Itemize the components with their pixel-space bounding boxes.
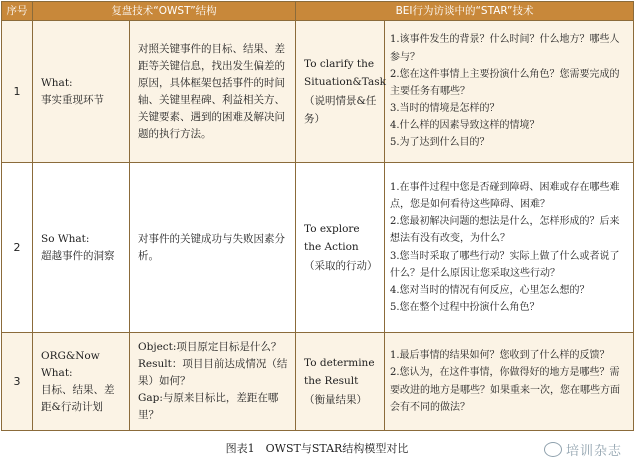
star-item: 5.为了达到什么目的？ [390, 137, 490, 149]
table-row [2, 163, 634, 333]
stage-en: So What: [41, 232, 90, 245]
figure-caption: 图表1 OWST与STAR结构模型对比 [225, 442, 409, 455]
stage-cell [33, 163, 130, 333]
star-item: 3.当时的情境是怎样的？ [390, 103, 500, 115]
row-number: 3 [2, 333, 33, 431]
row-number: 1 [2, 21, 33, 163]
star-item: 3.您当时采取了哪些行动？实际上做了什么或者说了什么？是什么原因让您采取这些行动？ [390, 250, 620, 279]
comparison-table [1, 1, 634, 431]
owst-cell: 对照关键事件的目标、结果、差距等关键信息，找出发生偏差的原因，具体框架包括事件的时间轴、关键里程碑、利益相关方、关键要素、遇到的困难及解决问题的执行方法。 [130, 21, 296, 163]
stage-cell [33, 21, 130, 163]
star-item: 4.什么样的因素导致这样的情境？ [390, 120, 540, 132]
star-cell [385, 163, 634, 333]
header-star: BEI行为访谈中的“STAR”技术 [296, 2, 634, 21]
header-num: 序号 [2, 2, 33, 21]
star-item: 1.在事件过程中您是否碰到障碍、困难或存在哪些难点，您是如何看待这些障碍、困难？ [390, 181, 620, 210]
star-item: 1.最后事情的结果如何？您收到了什么样的反馈？ [390, 350, 610, 362]
wechat-icon [544, 442, 562, 457]
star-item: 2.您在这件事情上主要扮演什么角色？您需要完成的主要任务有哪些？ [390, 68, 620, 97]
star-cell [385, 21, 634, 163]
stage-zh: 事实重现环节 [41, 93, 104, 106]
star-item: 5.您在整个过程中扮演什么角色？ [390, 302, 540, 314]
stage-en: What: [41, 76, 73, 89]
header-owst: 复盘技术“OWST”结构 [33, 2, 296, 21]
row-number: 2 [2, 163, 33, 333]
star-item: 4.您对当时的情况有何反应，心里怎么想的？ [390, 284, 590, 296]
star-cell [385, 333, 634, 431]
owst-item: Gap:与原来目标比，差距在哪里？ [138, 392, 279, 421]
watermark-text: 培训杂志 [565, 444, 622, 459]
header-row [2, 2, 634, 21]
owst-item: Result：项目目前达成情况（结果）如何？ [138, 358, 288, 387]
star-item: 2.您最初解决问题的想法是什么，怎样形成的？后来想法有没有改变，为什么？ [390, 216, 620, 245]
owst-cell: 对事件的关键成功与失败因素分析。 [130, 163, 296, 333]
goal-cell: To clarify the Situation&Task（说明情景&任务） [296, 21, 385, 163]
stage-zh: 目标、结果、差距&行动计划 [41, 383, 115, 413]
table-row [2, 333, 634, 431]
watermark [544, 440, 622, 459]
stage-en: ORG&Now What: [41, 349, 100, 379]
owst-cell [130, 333, 296, 431]
stage-cell [33, 333, 130, 431]
star-item: 2.您认为，在这件事情，你做得好的地方是哪些？需要改进的地方是哪些？如果重来一次，您在哪些方面会有不同的做法？ [390, 367, 620, 413]
star-item: 1.该事件发生的背景？什么时间？什么地方？哪些人参与？ [390, 34, 620, 63]
table-row [2, 21, 634, 163]
stage-zh: 超越事件的洞察 [41, 249, 115, 262]
owst-item: Object:项目原定目标是什么？ [138, 341, 282, 353]
goal-cell: To explore the Action（采取的行动） [296, 163, 385, 333]
goal-cell: To determine the Result（衡量结果） [296, 333, 385, 431]
